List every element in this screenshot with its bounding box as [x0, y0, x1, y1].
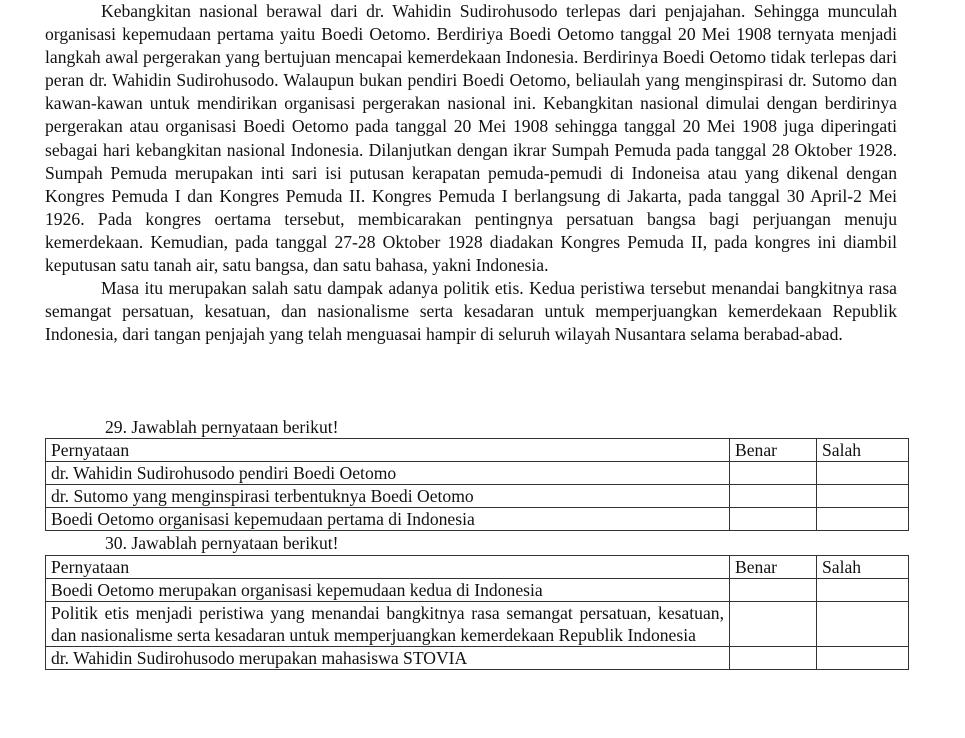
table-header-row	[46, 556, 909, 579]
statement-cell: dr. Sutomo yang menginspirasi terbentuknya Boedi Oetomo	[46, 485, 730, 508]
answer-true-cell[interactable]	[730, 462, 817, 485]
question-29-table	[45, 438, 909, 531]
answer-false-cell[interactable]	[817, 647, 909, 670]
answer-true-cell[interactable]	[730, 579, 817, 602]
answer-true-cell[interactable]	[730, 508, 817, 531]
passage	[45, 0, 897, 346]
table-row	[46, 508, 909, 531]
header-true: Benar	[730, 439, 817, 462]
statement-cell: dr. Wahidin Sudirohusodo merupakan mahasiswa STOVIA	[46, 647, 730, 670]
table-row	[46, 647, 909, 670]
statement-cell: Politik etis menjadi peristiwa yang menandai bangkitnya rasa semangat persatuan, kesatuan, dan nasionalisme serta kesadaran untuk memperjuangkan kemerdekaan Republik Indonesia	[46, 602, 730, 647]
statement-cell: Boedi Oetomo organisasi kepemudaan pertama di Indonesia	[46, 508, 730, 531]
paragraph-1: Kebangkitan nasional berawal dari dr. Wahidin Sudirohusodo terlepas dari penjajahan. Sehingga munculah organisasi kepemudaan pertama yaitu Boedi Oetomo. Berdiriya Boedi Oetomo tanggal 20 Mei 1908 ternyata menjadi langkah awal pergerakan yang bertujuan mencapai kemerdekaan Indonesia. Berdirinya Boedi Oetomo tidak terlepas dari peran dr. Wahidin Sudirohusodo. Walaupun bukan pendiri Boedi Oetomo, beliaulah yang menginspirasi dr. Sutomo dan kawan-kawan untuk mendirikan organisasi pergerakan nasional ini. Kebangkitan nasional dimulai dengan berdirinya pergerakan atau organisasi Boedi Oetomo pada tanggal 20 Mei 1908 sehingga tanggal 20 Mei 1908 juga diperingati sebagai hari kebangkitan nasional Indonesia. Dilanjutkan dengan ikrar Sumpah Pemuda pada tanggal 28 Oktober 1928. Sumpah Pemuda merupakan inti sari isi putusan kerapatan pemuda-pemudi di Indoneisa atau yang dikenal dengan Kongres Pemuda I dan Kongres Pemuda II. Kongres Pemuda I berlangsung di Jakarta, pada tanggal 30 April-2 Mei 1926. Pada kongres oertama tersebut, membicarakan pentingnya persatuan bangsa bagi perjuangan menuju kemerdekaan. Kemudian, pada tanggal 27-28 Oktober 1928 diadakan Kongres Pemuda II, pada kongres ini diambil keputusan satu tanah air, satu bangsa, dan satu bahasa, yakni Indonesia.	[45, 1, 897, 276]
question-30-heading: 30. Jawablah pernyataan berikut!	[105, 533, 339, 553]
header-statement: Pernyataan	[46, 556, 730, 579]
table-row	[46, 485, 909, 508]
table-row	[46, 602, 909, 647]
question-29-heading: 29. Jawablah pernyataan berikut!	[105, 417, 339, 437]
table-header-row	[46, 439, 909, 462]
answer-false-cell[interactable]	[817, 485, 909, 508]
header-false: Salah	[817, 556, 909, 579]
answer-false-cell[interactable]	[817, 508, 909, 531]
answer-true-cell[interactable]	[730, 602, 817, 647]
header-false: Salah	[817, 439, 909, 462]
header-statement: Pernyataan	[46, 439, 730, 462]
table-row	[46, 462, 909, 485]
answer-false-cell[interactable]	[817, 602, 909, 647]
answer-true-cell[interactable]	[730, 485, 817, 508]
statement-cell: dr. Wahidin Sudirohusodo pendiri Boedi Oetomo	[46, 462, 730, 485]
table-row	[46, 579, 909, 602]
paragraph-2: Masa itu merupakan salah satu dampak adanya politik etis. Kedua peristiwa tersebut menandai bangkitnya rasa semangat persatuan, kesatuan, dan nasionalisme serta kesadaran untuk memperjuangkan kemerdekaan Republik Indonesia, dari tangan penjajah yang telah menguasai hampir di seluruh wilayah Nusantara selama berabad-abad.	[45, 278, 897, 345]
answer-false-cell[interactable]	[817, 462, 909, 485]
answer-true-cell[interactable]	[730, 647, 817, 670]
question-30-table	[45, 555, 909, 670]
answer-false-cell[interactable]	[817, 579, 909, 602]
statement-cell: Boedi Oetomo merupakan organisasi kepemudaan kedua di Indonesia	[46, 579, 730, 602]
header-true: Benar	[730, 556, 817, 579]
